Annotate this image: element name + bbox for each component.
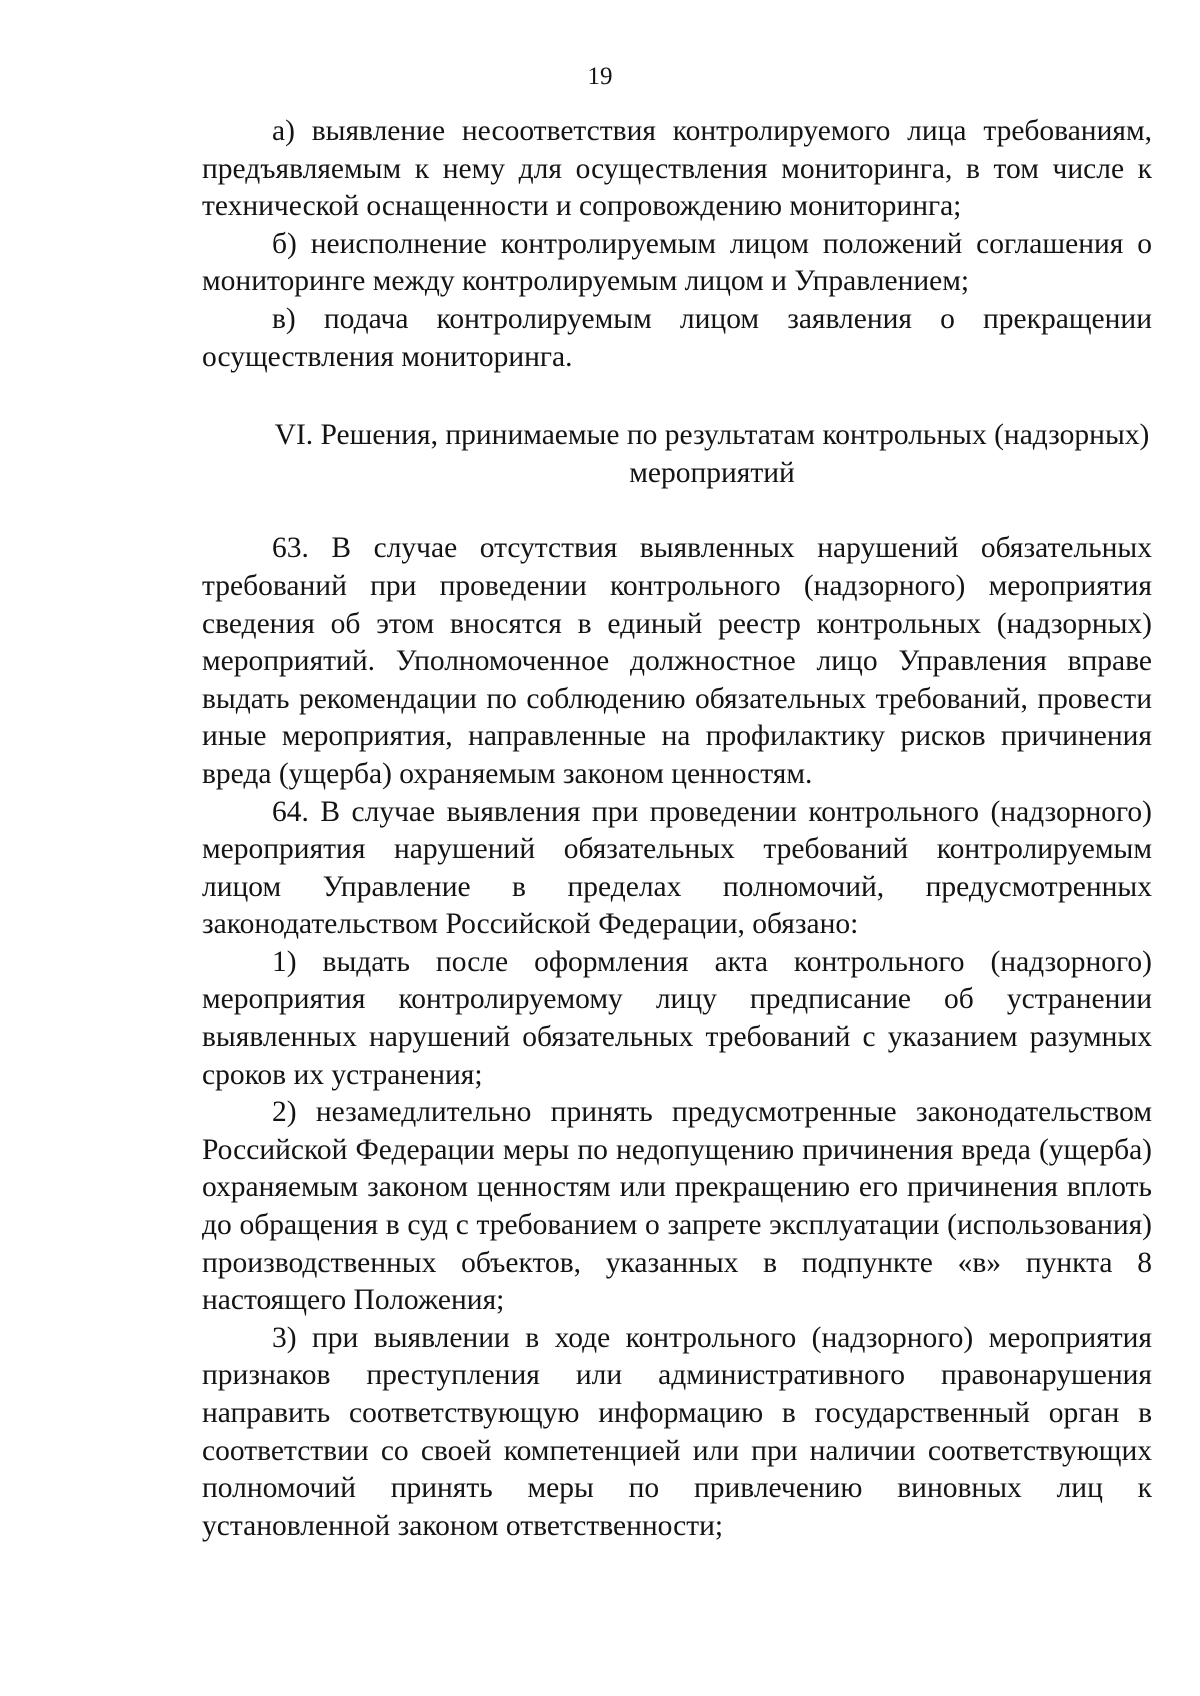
- paragraph-item-64-2: 2) незамедлительно принять предусмотренные законодательством Российской Федерации меры по недопущению причинения вреда (ущерба) охраняемым законом ценностям или прекращению его причинения вплоть до обращения в суд с требованием о запрете эксплуатации (использования) производственных объектов, указанных в подпункте «в» пункта 8 настоящего Положения;: [202, 1096, 1152, 1317]
- section-heading-line-2: мероприятий: [629, 456, 795, 489]
- paragraph-item-64: 64. В случае выявления при проведении контрольного (надзорного) мероприятия нарушений обязательных требований контролируемым лицом Управление в пределах полномочий, предусмотренных законодательством Российской Федерации, обязано:: [202, 795, 1152, 941]
- section-heading-line-1: VI. Решения, принимаемые по результатам контрольных (надзорных): [274, 419, 1150, 452]
- document-body: [202, 113, 1152, 1545]
- paragraph-subitem-b: б) неисполнение контролируемым лицом положений соглашения о мониторинге между контролируемым лицом и Управлением;: [202, 227, 1152, 298]
- paragraph-item-64-1: 1) выдать после оформления акта контрольного (надзорного) мероприятия контролируемому лицу предписание об устранении выявленных нарушений обязательных требований с указанием разумных сроков их устранения;: [202, 945, 1152, 1091]
- page-number: 19: [587, 63, 613, 90]
- paragraph-subitem-v: в) подача контролируемым лицом заявления о прекращении осуществления мониторинга.: [202, 302, 1152, 373]
- paragraph-item-64-3: 3) при выявлении в ходе контрольного (надзорного) мероприятия признаков преступления или административного правонарушения направить соответствующую информацию в государственный орган в соответствии со своей компетенцией или при наличии соответствующих полномочий принять меры по привлечению виновных лиц к установленной законом ответственности;: [202, 1321, 1152, 1542]
- section-heading: [202, 417, 1152, 492]
- paragraph-subitem-a: а) выявление несоответствия контролируемого лица требованиям, предъявляемым к нему для осуществления мониторинга, в том числе к технической оснащенности и сопровождению мониторинга;: [202, 115, 1152, 223]
- paragraph-item-63: 63. В случае отсутствия выявленных нарушений обязательных требований при проведении контрольного (надзорного) мероприятия сведения об этом вносятся в единый реестр контрольных (надзорных) мероприятий. Уполномоченное должностное лицо Управления вправе выдать рекомендации по соблюдению обязательных требований, провести иные мероприятия, направленные на профилактику рисков причинения вреда (ущерба) охраняемым законом ценностям.: [202, 532, 1152, 790]
